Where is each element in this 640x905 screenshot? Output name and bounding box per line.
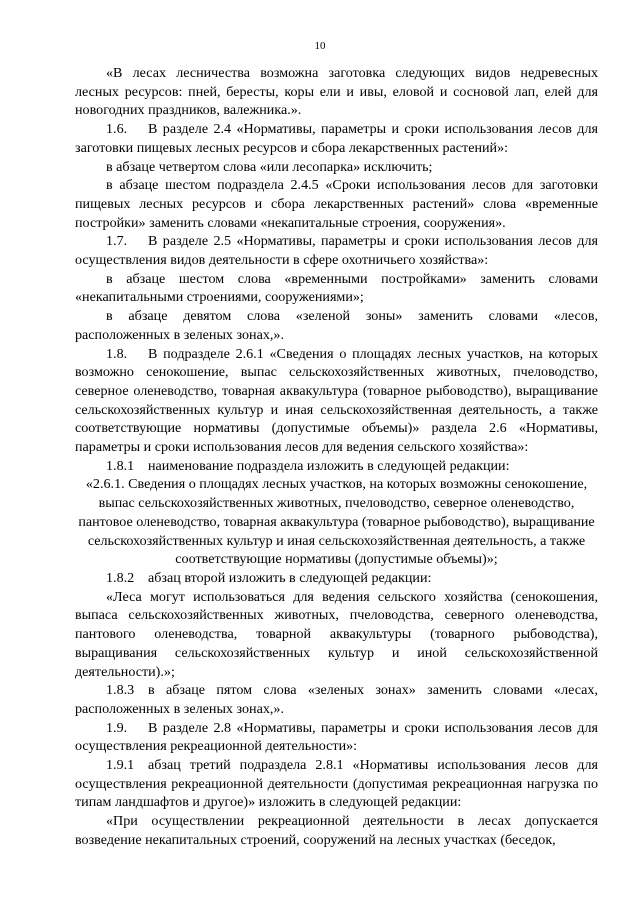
paragraph — [75, 588, 598, 682]
paragraph — [75, 120, 598, 157]
clause-number: 1.7. — [106, 233, 128, 250]
paragraph — [75, 569, 598, 588]
paragraph — [75, 176, 598, 232]
clause-number: 1.9. — [106, 719, 128, 736]
paragraph-text: В разделе 2.5 «Нормативы, параметры и сроки использования лесов для осуществления видов деятельности в сфере охотничьего хозяйства»: — [75, 233, 598, 269]
paragraph-text: «2.6.1. Сведения о площадях лесных участков, на которых возможны сенокошение, выпас сельскохозяйственных животных, пчеловодство, северное оленеводство, пантовое оленеводство, товарная аквакультура (товарное рыбоводство), выращивание сельскохозяйственных культур и иная сельскохозяйственная деятельность, а также соответствующие нормативы (допустимые объемы)»; — [78, 476, 595, 568]
clause-number: 1.8. — [106, 345, 128, 362]
clause-number: 1.6. — [106, 121, 128, 138]
paragraph — [75, 64, 598, 120]
paragraph-text: в абзаце шестом подраздела 2.4.5 «Сроки использования лесов для заготовки пищевых лесных ресурсов и сбора лекарственных растений» слова «временные постройки» заменить словами «некапитальные строения, сооружения». — [75, 177, 598, 231]
paragraph — [75, 270, 598, 307]
paragraph-text: В разделе 2.4 «Нормативы, параметры и сроки использования лесов для заготовки пищевых лесных ресурсов и сбора лекарственных растений»: — [75, 121, 598, 156]
paragraph-text: в абзаце пятом слова «зеленых зонах» заменить словами «лесах, расположенных в зеленых зонах,». — [75, 682, 598, 717]
clause-number: 1.8.3 — [106, 682, 135, 699]
paragraph-text: В подразделе 2.6.1 «Сведения о площадях лесных участков, на которых возможно сенокошение, выпас сельскохозяйственных животных, пчеловодство, северное оленеводство, товарная аквакультура (товарное рыбоводство), выращивание сельскохозяйственных культур и иная сельскохозяйственная деятельность, а также соответствующие нормативы (допустимые объемы)» раздела 2.6 «Нормативы, параметры и сроки использования лесов для ведения сельского хозяйства»: — [75, 345, 598, 456]
paragraph-text: В разделе 2.8 «Нормативы, параметры и сроки использования лесов для осуществления рекреационной деятельности»: — [75, 719, 598, 755]
clause-number: 1.8.1 — [106, 457, 135, 474]
paragraph-text: в абзаце девятом слова «зеленой зоны» заменить словами «лесов, расположенных в зеленых зонах,». — [75, 308, 598, 343]
paragraph — [75, 232, 598, 269]
paragraph-text: «При осуществлении рекреационной деятельности в лесах допускается возведение некапитальных строений, сооружений на лесных участках (беседок, — [75, 813, 598, 848]
paragraph-text: в абзаце шестом слова «временными постройками» заменить словами «некапитальными строениями, сооружениями»; — [75, 270, 598, 306]
document-body — [75, 64, 598, 850]
paragraph — [75, 812, 598, 849]
paragraph-text: абзац второй изложить в следующей редакции: — [148, 569, 432, 586]
paragraph — [75, 457, 598, 476]
paragraph-text: «В лесах лесничества возможна заготовка следующих видов недревесных лесных ресурсов: пней, бересты, коры ели и ивы, еловой и сосновой лап, елей для новогодних праздников, валежника.». — [75, 65, 598, 119]
paragraph-text: «Леса могут использоваться для ведения сельского хозяйства (сенокошения, выпаса сельскохозяйственных животных, пчеловодства, северного оленеводства, пантового оленеводства, товарной аквакультуры (товарного рыбоводства), выращивания сельскохозяйственных культур и иной сельскохозяйственной деятельности).»; — [75, 588, 598, 680]
paragraph — [75, 756, 598, 812]
paragraph — [75, 475, 598, 569]
paragraph — [75, 307, 598, 344]
paragraph-text: абзац третий подраздела 2.8.1 «Нормативы использования лесов для осуществления рекреационной деятельности (допустимая рекреационная нагрузка по типам ландшафтов и другое)» изложить в следующей редакции: — [75, 757, 598, 811]
paragraph — [75, 158, 598, 177]
clause-number: 1.9.1 — [106, 757, 135, 774]
paragraph — [75, 719, 598, 756]
paragraph-text: наименование подраздела изложить в следующей редакции: — [148, 457, 510, 474]
paragraph — [75, 345, 598, 457]
clause-number: 1.8.2 — [106, 569, 135, 586]
page-number: 10 — [314, 40, 326, 52]
paragraph — [75, 681, 598, 718]
paragraph-text: в абзаце четвертом слова «или лесопарка» исключить; — [106, 158, 433, 175]
